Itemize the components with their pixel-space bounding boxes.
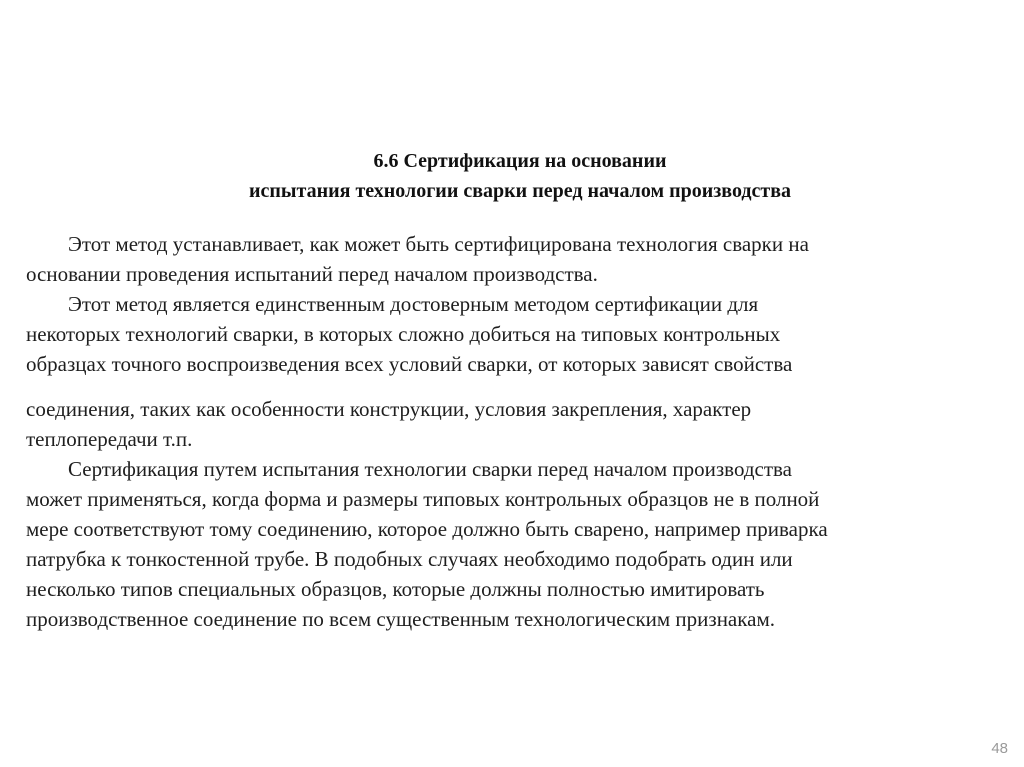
body-line: несколько типов специальных образцов, которые должны полностью имитировать [26, 577, 765, 601]
body-line: мере соответствуют тому соединению, которое должно быть сварено, например приварка [26, 517, 828, 541]
body-text-block-2 [26, 394, 1001, 634]
body-line: некоторых технологий сварки, в которых сложно добиться на типовых контрольных [26, 322, 781, 346]
body-line: Этот метод устанавливает, как может быть сертифицирована технология сварки на [68, 232, 809, 256]
body-line: соединения, таких как особенности конструкции, условия закрепления, характер [26, 397, 752, 421]
body-line: основании проведения испытаний перед началом производства. [26, 262, 598, 286]
body-line: производственное соединение по всем существенным технологическим признакам. [26, 607, 775, 631]
heading-line-2: испытания технологии сварки перед началом производства [248, 180, 792, 202]
body-line: образцах точного воспроизведения всех условий сварки, от которых зависят свойства [26, 352, 793, 376]
section-heading [120, 146, 920, 206]
body-line: Этот метод является единственным достоверным методом сертификации для [68, 292, 759, 316]
heading-line-1: 6.6 Сертификация на основании [373, 150, 667, 172]
body-line: теплопередачи т.п. [26, 427, 193, 451]
page-number: 48 [991, 740, 1008, 757]
body-line: Сертификация путем испытания технологии сварки перед началом производства [68, 457, 792, 481]
body-line: патрубка к тонкостенной трубе. В подобных случаях необходимо подобрать один или [26, 547, 793, 571]
body-text-block-1 [26, 229, 1001, 379]
body-line: может применяться, когда форма и размеры типовых контрольных образцов не в полной [26, 487, 820, 511]
